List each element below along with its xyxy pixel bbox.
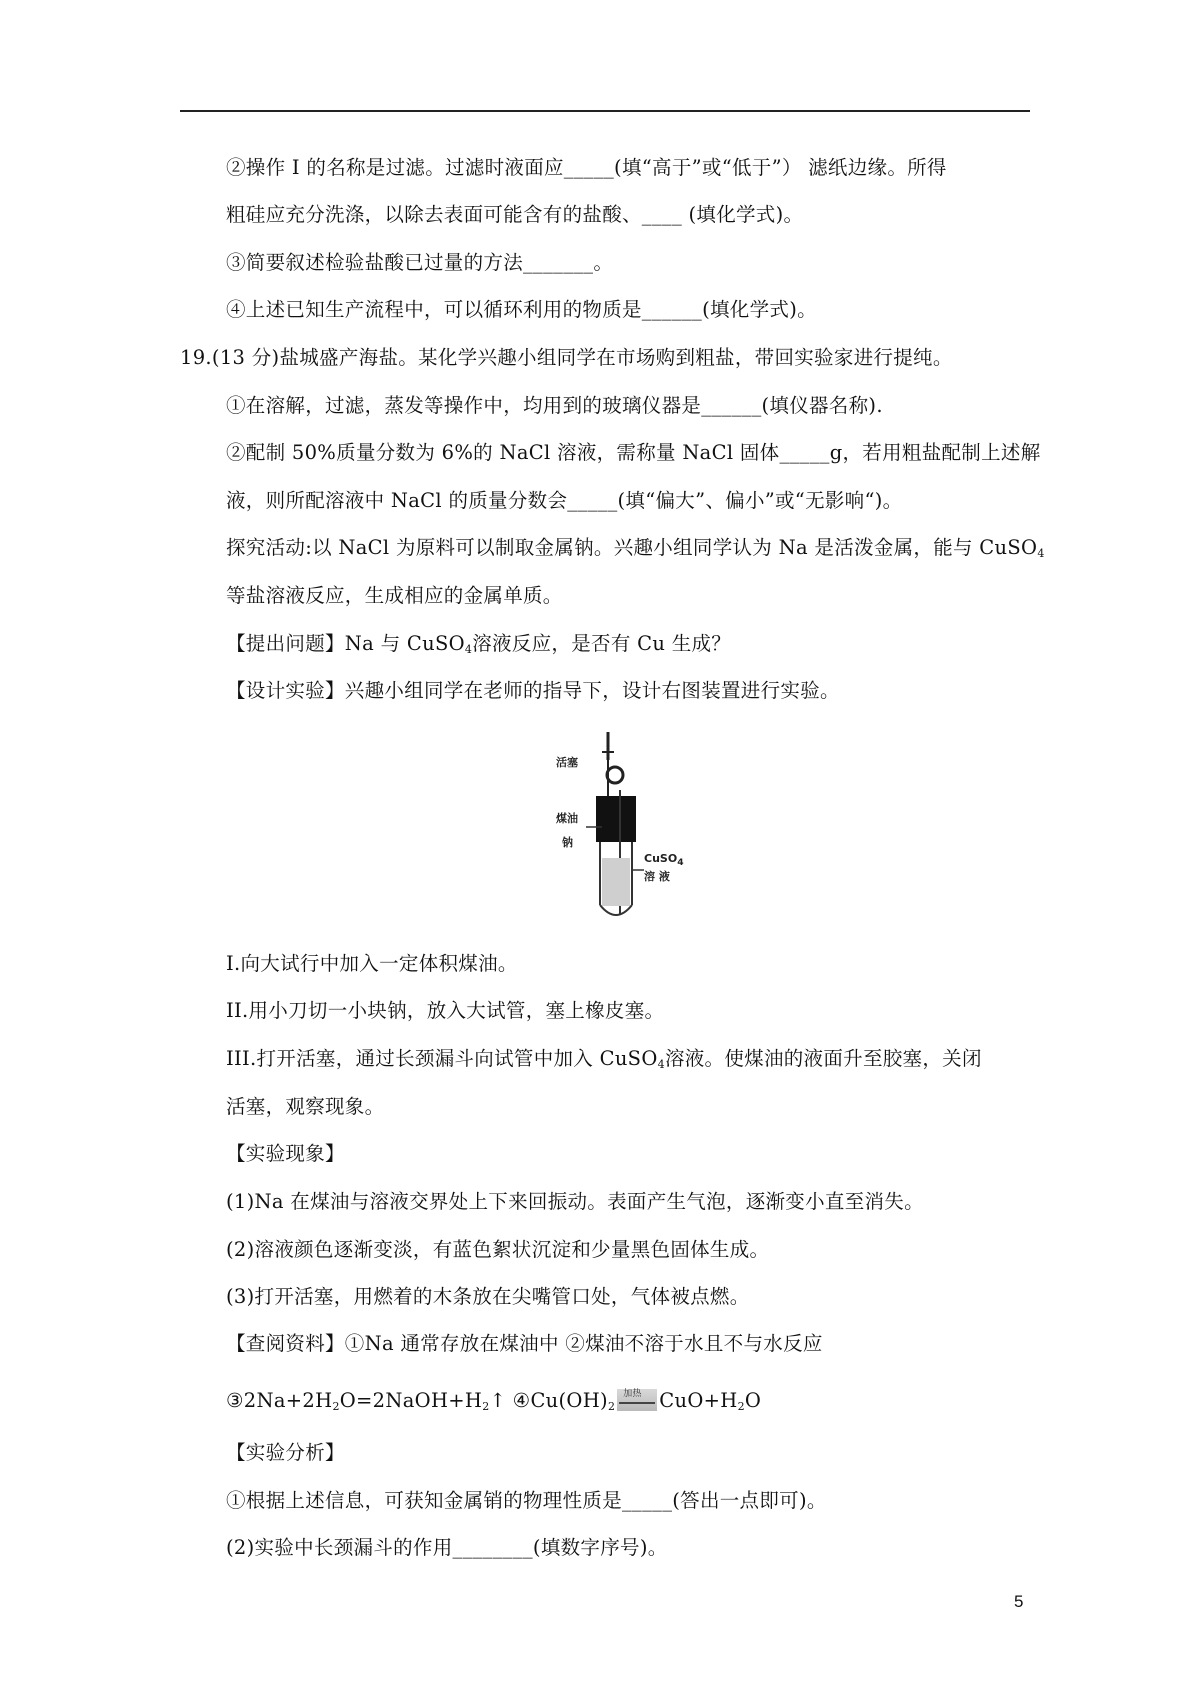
heating-label: 加热 xyxy=(623,1389,642,1399)
text-run: 【提出问题】Na 与 CuSO xyxy=(226,632,465,655)
sodium-label: 钠 xyxy=(562,836,573,849)
text-line: (3)打开活塞，用燃着的木条放在尖嘴管口处，气体被点燃。 xyxy=(226,1285,750,1308)
subscript: 4 xyxy=(464,643,473,656)
page-number: 5 xyxy=(1014,1592,1024,1611)
kerosene-label: 煤油 xyxy=(556,812,578,825)
text-run: ③2Na+2H xyxy=(226,1389,333,1412)
subscript: 4 xyxy=(1037,547,1045,560)
subscript: 4 xyxy=(677,857,684,869)
text-line: 【查阅资料】①Na 通常存放在煤油中 ②煤油不溶于水且不与水反应 xyxy=(226,1332,823,1355)
text-line: (1)Na 在煤油与溶液交界处上下来回振动。表面产生气泡，逐渐变小直至消失。 xyxy=(226,1190,924,1213)
header-rule xyxy=(180,110,1030,112)
text-line: II.用小刀切一小块钠，放入大试管，塞上橡皮塞。 xyxy=(226,999,665,1022)
text-line: 粗硅应充分洗涤，以除去表面可能含有的盐酸、____ (填化学式)。 xyxy=(226,203,804,226)
text-line: (2)实验中长颈漏斗的作用________(填数字序号)。 xyxy=(226,1536,668,1559)
text-line: ④上述已知生产流程中，可以循环利用的物质是______(填化学式)。 xyxy=(226,298,817,321)
stopcock-label: 活塞 xyxy=(556,756,578,769)
subscript: 2 xyxy=(332,1400,340,1413)
equation-line xyxy=(226,1389,761,1412)
funnel-bulb xyxy=(607,767,623,783)
question-19-heading: 19.(13 分)盐城盛产海盐。某化学兴趣小组同学在市场购到粗盐，带回实验家进行提纯。 xyxy=(180,346,953,369)
text-line: 液，则所配溶液中 NaCl 的质量分数会_____(填“偏大”、偏小”或“无影响“)。 xyxy=(226,489,903,512)
tube-bottom xyxy=(600,905,632,915)
solution-label: 溶 液 xyxy=(644,870,670,883)
text-line: I.向大试行中加入一定体积煤油。 xyxy=(226,952,518,975)
text-run: 探究活动:以 NaCl 为原料可以制取金属钠。兴趣小组同学认为 Na 是活泼金属，能与 CuSO xyxy=(226,536,1038,559)
text-run: O xyxy=(744,1389,762,1412)
text-run: 溶液反应，是否有 Cu 生成？ xyxy=(472,632,732,655)
text-run: ↑ ④Cu(OH) xyxy=(489,1389,608,1412)
subscript: 2 xyxy=(737,1400,745,1413)
text-run: 溶液。使煤油的液面升至胶塞，关闭 xyxy=(664,1047,982,1070)
text-run: CuO+H xyxy=(659,1389,738,1412)
label-text: CuSO xyxy=(644,852,678,865)
text-line: 等盐溶液反应，生成相应的金属单质。 xyxy=(226,584,563,607)
cuso4-solution xyxy=(602,858,630,906)
heating-condition-arrow xyxy=(617,1389,657,1411)
text-line: ②操作 I 的名称是过滤。过滤时液面应_____(填“高于”或“低于”） 滤纸边缘。所得 xyxy=(226,156,947,179)
text-line: ①根据上述信息，可获知金属销的物理性质是_____(答出一点即可)。 xyxy=(226,1489,827,1512)
cuso4-label xyxy=(644,852,684,868)
text-line xyxy=(226,1049,982,1070)
subscript: 2 xyxy=(607,1400,616,1413)
text-line xyxy=(226,538,1045,559)
text-line: ③简要叙述检验盐酸已过量的方法_______。 xyxy=(226,251,614,274)
section-heading: 【实验分析】 xyxy=(226,1441,345,1464)
text-line: (2)溶液颜色逐渐变淡，有蓝色絮状沉淀和少量黑色固体生成。 xyxy=(226,1238,770,1261)
section-heading: 【实验现象】 xyxy=(226,1142,345,1165)
text-line: 【设计实验】兴趣小组同学在老师的指导下，设计右图装置进行实验。 xyxy=(226,679,840,702)
subscript: 4 xyxy=(657,1058,665,1071)
text-line: ②配制 50%质量分数为 6%的 NaCl 溶液，需称量 NaCl 固体_____g，若用粗盐配制上述解 xyxy=(226,441,1041,464)
kerosene-region xyxy=(596,796,636,842)
text-run: O=2NaOH+H xyxy=(339,1389,483,1412)
text-line: 活塞，观察现象。 xyxy=(226,1095,385,1118)
text-line xyxy=(226,634,731,655)
text-line: ①在溶解，过滤，蒸发等操作中，均用到的玻璃仪器是______(填仪器名称). xyxy=(226,394,883,417)
text-run: III.打开活塞，通过长颈漏斗向试管中加入 CuSO xyxy=(226,1047,658,1070)
subscript: 2 xyxy=(482,1400,490,1413)
apparatus-figure xyxy=(550,730,690,925)
